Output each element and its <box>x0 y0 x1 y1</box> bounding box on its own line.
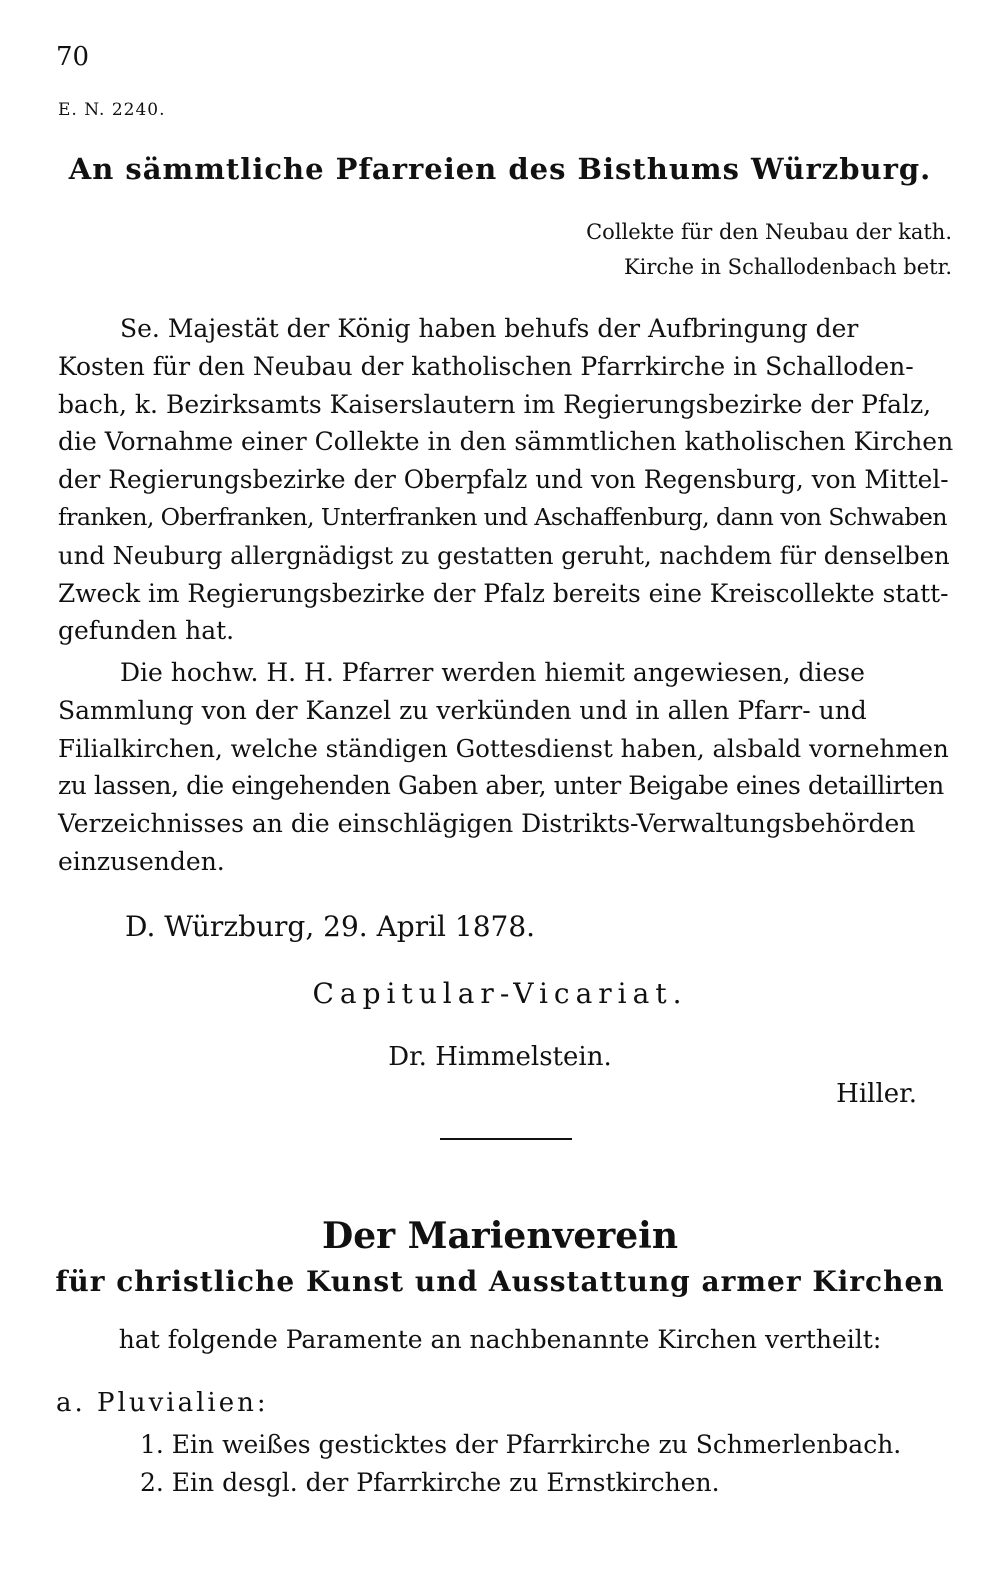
paragraph-line: der Regierungsbezirke der Oberpfalz und von Regensburg, von Mittel- <box>58 465 949 495</box>
place-date: D. Würzburg, 29. April 1878. <box>125 910 536 943</box>
clerk-name: Hiller. <box>836 1079 917 1109</box>
paragraph-line: bach, k. Bezirksamts Kaiserslautern im Regierungsbezirke der Pfalz, <box>58 389 932 419</box>
reference-number: E. N. 2240. <box>58 100 166 120</box>
paragraph-line: Zweck im Regierungsbezirke der Pfalz bereits eine Kreiscollekte statt- <box>58 578 949 608</box>
paragraph-line: Se. Majestät der König haben behufs der Aufbringung der <box>120 314 859 343</box>
section-title: Der Marienverein <box>321 1215 679 1257</box>
section-subtitle: für christliche Kunst und Ausstattung armer Kirchen <box>55 1265 945 1298</box>
paragraph-line: zu lassen, die eingehenden Gaben aber, unter Beigabe eines detaillirten <box>58 771 944 801</box>
paragraph-line: und Neuburg allergnädigst zu gestatten geruht, nachdem für denselben <box>58 540 950 570</box>
issuing-authority: Capitular-Vicariat. <box>312 977 688 1010</box>
paragraph-line: Sammlung von der Kanzel zu verkünden und in allen Pfarr- und <box>58 695 867 725</box>
paragraph-line: die Vornahme einer Collekte in den sämmtlichen katholischen Kirchen <box>58 427 954 457</box>
circular-title: An sämmtliche Pfarreien des Bisthums Würzburg. <box>68 152 932 186</box>
paragraph-1 <box>58 310 954 650</box>
list-item: 1. Ein weißes gesticktes der Pfarrkirche zu Schmerlenbach. <box>140 1430 902 1459</box>
paragraph-line: franken, Oberfranken, Unterfranken und Aschaffenburg, dann von Schwaben <box>58 502 947 531</box>
paragraph-line: gefunden hat. <box>58 616 235 646</box>
paragraph-line: Die hochw. H. H. Pfarrer werden hiemit angewiesen, diese <box>120 658 865 687</box>
subject-line-2: Kirche in Schallodenbach betr. <box>623 255 952 279</box>
list-label: a. Pluvialien: <box>56 1388 269 1418</box>
paragraph-line: einzusenden. <box>58 846 225 876</box>
paragraph-line: Filialkirchen, welche ständigen Gottesdienst haben, alsbald vornehmen <box>58 733 949 763</box>
paragraph-line: Kosten für den Neubau der katholischen Pfarrkirche in Schalloden- <box>58 351 914 381</box>
section-intro: hat folgende Paramente an nachbenannte Kirchen vertheilt: <box>118 1325 882 1354</box>
page-number: 70 <box>56 42 90 72</box>
subject-line-1: Collekte für den Neubau der kath. <box>586 220 952 244</box>
list-item: 2. Ein desgl. der Pfarrkirche zu Ernstkirchen. <box>140 1468 720 1497</box>
section-divider <box>440 1138 572 1140</box>
signer-name: Dr. Himmelstein. <box>388 1042 612 1072</box>
paragraph-2 <box>58 654 954 881</box>
paragraph-line: Verzeichnisses an die einschlägigen Distrikts-Verwaltungsbehörden <box>58 809 916 839</box>
